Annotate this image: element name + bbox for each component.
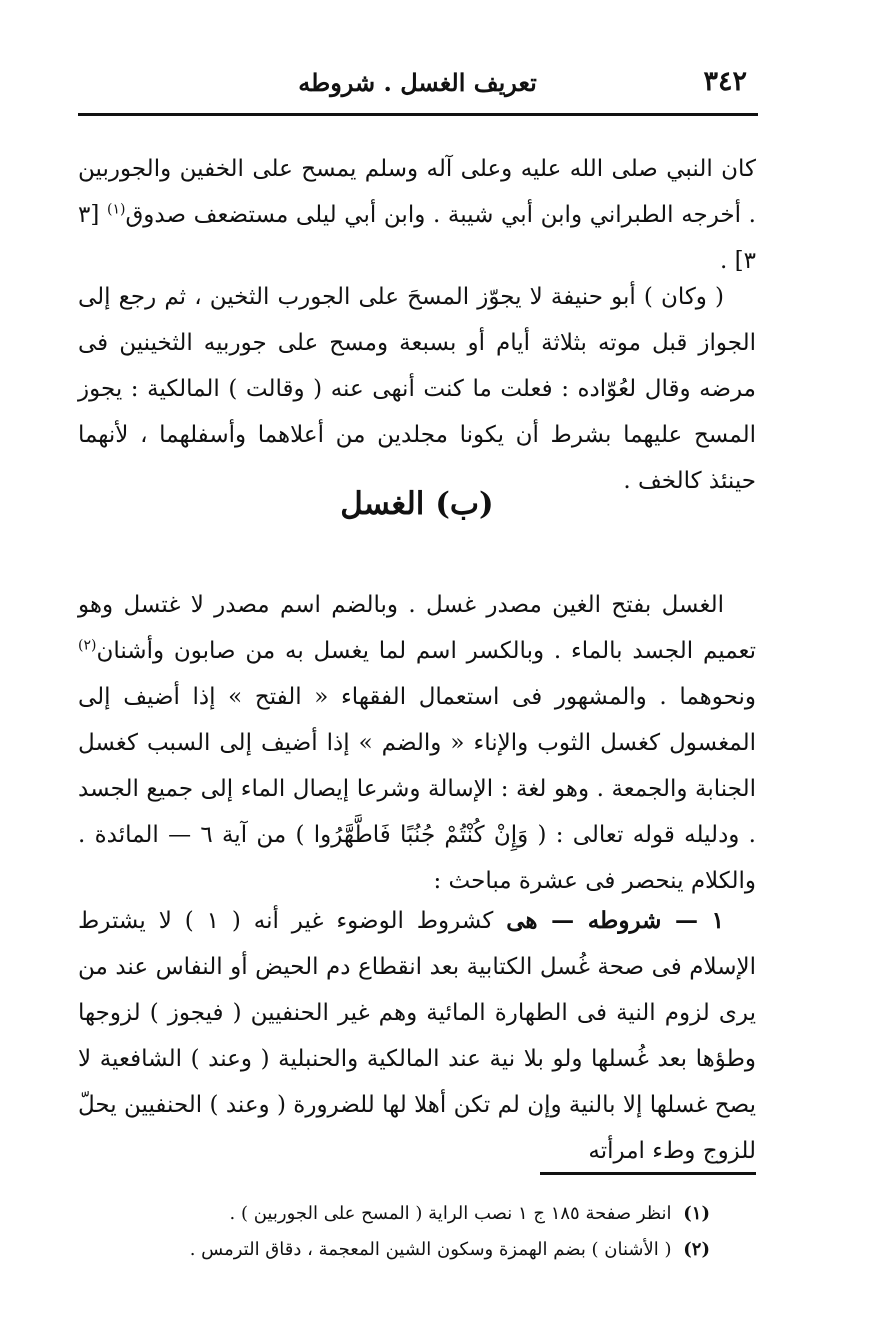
- footnote-text: ( الأشنان ) بضم الهمزة وسكون الشين المعجمة ، دقاق الترمس .: [189, 1239, 672, 1260]
- paragraph-text: كان النبي صلى الله عليه وعلى آله وسلم يمسح على الخفين والجوربين . أخرجه الطبراني وابن أبي شيبة . وابن أبي ليلى مستضعف صدوق: [78, 156, 756, 228]
- paragraph-text: [٣ ٣] .: [78, 202, 756, 274]
- footnote-ref-2: (٢): [78, 637, 97, 654]
- footnote-number: (١): [683, 1203, 710, 1224]
- footnote-item: [78, 1232, 710, 1268]
- paragraph-abu-hanifa: [78, 274, 756, 504]
- footnote-item: [78, 1196, 710, 1232]
- footnote-rule: [540, 1172, 756, 1175]
- paragraph-text: ونحوهما . والمشهور فى استعمال الفقهاء « الفتح » إذا أضيف إلى المغسول كغسل الثوب والإناء « والضم » إذا أضيف إلى السبب كغسل الجنابة والجمعة . وهو لغة : الإسالة وشرعا إيصال الماء إلى جميع الجسد . ودليله قوله تعالى : ( وَإِنْ كُنْتُمْ جُنُبًا فَاطَّهَّرُوا ) من آية ٦ — المائدة . والكلام ينحصر فى عشرة مباحث :: [78, 684, 756, 894]
- paragraph-conditions: [78, 898, 756, 1174]
- footnote-number: (٢): [683, 1239, 710, 1260]
- header-rule: [78, 113, 758, 116]
- footnote-text: انظر صفحة ١٨٥ ج ١ نصب الراية ( المسح على الجوربين ) .: [229, 1203, 672, 1224]
- paragraph-text: الغسل بفتح الغين مصدر غسل . وبالضم اسم مصدر لا غتسل وهو تعميم الجسد بالماء . وبالكسر اسم لما يغسل به من صابون وأشنان: [78, 592, 756, 664]
- paragraph-ghusl-definition: [78, 582, 756, 904]
- footnotes: [78, 1196, 710, 1268]
- conditions-lead: ١ — شروطه — هى: [506, 907, 724, 934]
- paragraph-text: ( وكان ) أبو حنيفة لا يجوّز المسحَ على الجورب الثخين ، ثم رجع إلى الجواز قبل موته بثلاثة أيام أو بسبعة ومسح على جوربيه الثخينين فى مرضه وقال لعُوّاده : فعلت ما كنت أنهى عنه ( وقالت ) المالكية : يجوز المسح عليهما بشرط أن يكونا مجلدين من أعلاهما وأسفلهما ، لأنهما حينئذ كالخف .: [78, 284, 757, 494]
- paragraph-hadith-ref: [78, 146, 756, 284]
- running-header: [80, 62, 755, 106]
- paragraph-text: كشروط الوضوء غير أنه ( ١ ) لا يشترط الإسلام فى صحة غُسل الكتابية بعد انقطاع دم الحيض أو النفاس عند من يرى لزوم النية فى الطهارة المائية وهم غير الحنفيين ( فيجوز ) لزوجها وطؤها بعد غُسلها ولو بلا نية عند المالكية والحنبلية ( وعند ) الشافعية لا يصح غسلها إلا بالنية وإن لم تكن أهلا لها للضرورة ( وعند ) الحنفيين يحلّ للزوج وطء امرأته: [78, 908, 756, 1164]
- footnote-ref-1: (١): [106, 201, 126, 218]
- header-title: تعريف الغسل . شروطه: [298, 68, 537, 97]
- page-number: ٣٤٢: [703, 66, 747, 97]
- section-heading: (ب) الغسل: [340, 486, 494, 522]
